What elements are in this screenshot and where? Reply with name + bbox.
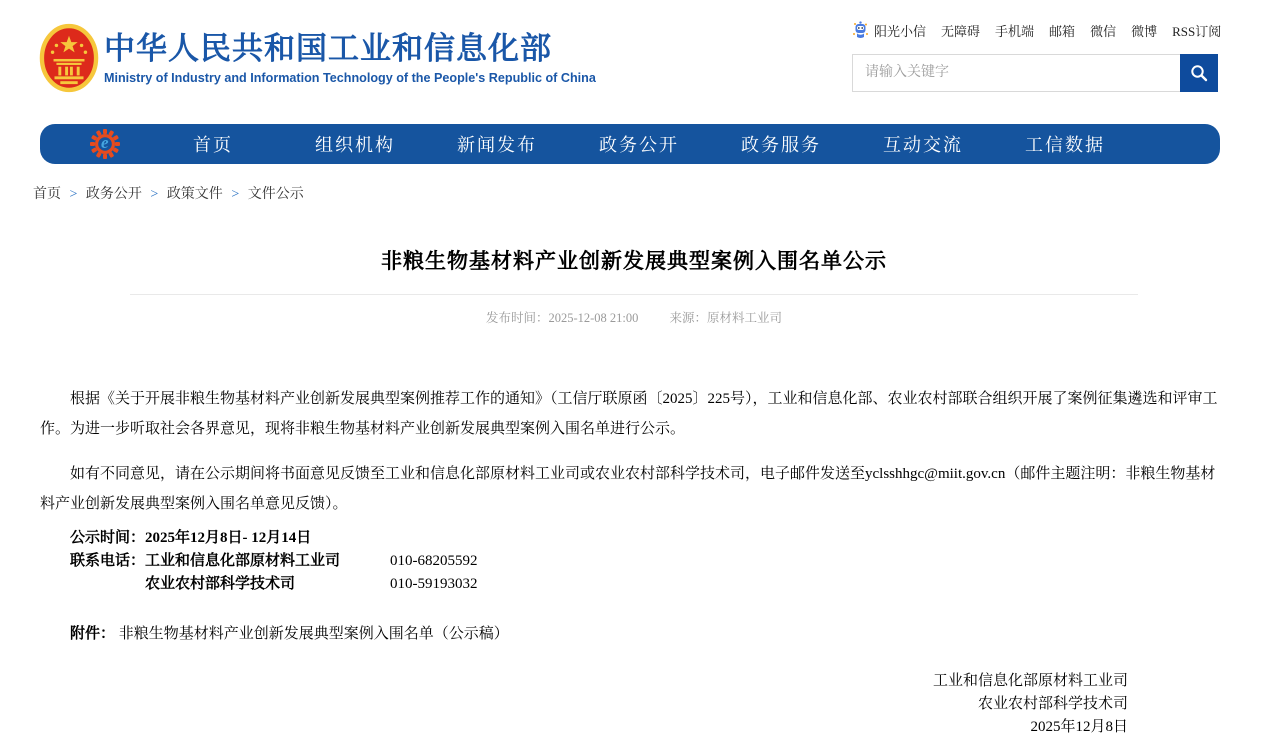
search-icon: [1189, 63, 1209, 83]
contact-row: [40, 573, 1228, 596]
quick-link-label: 阳光小信: [874, 23, 927, 39]
quick-link-accessibility[interactable]: [941, 21, 980, 40]
quick-links: [852, 18, 1222, 42]
signature-line-dept1: 工业和信息化部原材料工业司: [932, 673, 1128, 689]
quick-link-label: 无障碍: [941, 23, 981, 39]
source-value: 原材料工业司: [707, 311, 783, 325]
site-titles: [104, 32, 596, 85]
quick-link-wechat[interactable]: [1090, 21, 1116, 40]
quick-link-mail[interactable]: [1049, 21, 1075, 40]
notice-time-label: 公示时间：: [70, 530, 146, 546]
nav-item-interaction[interactable]: 互动交流: [883, 135, 963, 155]
search-button[interactable]: [1180, 54, 1218, 92]
breadcrumb: [33, 183, 304, 203]
search-input[interactable]: [852, 54, 1180, 92]
breadcrumb-separator: >: [231, 187, 240, 202]
nav-item-gov-disclosure[interactable]: 政务公开: [599, 135, 679, 155]
signature-block: [40, 670, 1228, 739]
contact-row: [40, 550, 1228, 573]
breadcrumb-separator: >: [69, 187, 78, 202]
signature-line-dept2: 农业农村部科学技术司: [977, 696, 1128, 712]
signature-line-date: 2025年12月8日: [1030, 719, 1128, 735]
title-divider: [130, 294, 1138, 295]
source: [670, 311, 783, 325]
quick-link-rss[interactable]: [1172, 21, 1221, 40]
article-meta: [40, 308, 1228, 326]
site-title: 中华人民共和国工业和信息化部: [104, 31, 552, 66]
site-subtitle: Ministry of Industry and Information Technology of the People's Republic of China: [104, 71, 596, 86]
notice-time-row: [40, 527, 1228, 550]
article-title: 非粮生物基材料产业创新发展典型案例入围名单公示: [381, 249, 887, 273]
contact-dept: 农业农村部科学技术司: [145, 576, 296, 592]
quick-link-weibo[interactable]: [1131, 21, 1157, 40]
quick-link-yangguang-xiaoxin[interactable]: [852, 21, 926, 40]
quick-link-label: 微博: [1131, 23, 1158, 39]
xiaoxin-robot-icon: [852, 21, 869, 40]
nav-item-home[interactable]: 首页: [193, 135, 233, 155]
attachment-link[interactable]: 非粮生物基材料产业创新发展典型案例入围名单（公示稿）: [118, 626, 509, 642]
quick-link-label: RSS订阅: [1172, 23, 1222, 39]
quick-link-label: 手机端: [995, 23, 1035, 39]
article: [40, 245, 1228, 739]
contact-phone: 010-59193032: [390, 576, 478, 592]
attachment-label: 附件：: [70, 626, 116, 642]
nav-item-news[interactable]: 新闻发布: [457, 135, 537, 155]
site-header: [0, 0, 1268, 120]
quick-link-label: 邮箱: [1049, 23, 1076, 39]
contact-phone: 010-68205592: [390, 553, 478, 569]
header-right: [852, 18, 1222, 92]
nav-item-data[interactable]: 工信数据: [1025, 135, 1105, 155]
quick-link-label: 微信: [1090, 23, 1117, 39]
national-emblem-icon: [40, 24, 98, 92]
breadcrumb-item-doc-notice[interactable]: 文件公示: [247, 187, 304, 202]
nav-item-organization[interactable]: 组织机构: [315, 135, 395, 155]
notice-time-value: 2025年12月8日- 12月14日: [145, 530, 312, 546]
breadcrumb-separator: >: [150, 187, 159, 202]
breadcrumb-item-gov-disclosure[interactable]: 政务公开: [85, 187, 142, 202]
breadcrumb-item-home[interactable]: 首页: [33, 187, 61, 202]
publish-time-label: 发布时间：: [485, 311, 549, 325]
miit-gear-logo-icon[interactable]: [88, 127, 122, 161]
paragraph: 如有不同意见，请在公示期间将书面意见反馈至工业和信息化部原材料工业司或农业农村部科学技术司，电子邮件发送至yclsshhgc@miit.gov.cn（邮件主题注明：非粮生物基材料产业创新发展典型案例入围名单意见反馈）。: [40, 466, 1216, 512]
attachment-row: [40, 622, 1228, 643]
main-nav: [40, 124, 1220, 164]
contact-label: 联系电话：: [70, 553, 146, 569]
source-label: 来源：: [669, 311, 708, 325]
publish-time: [486, 311, 638, 325]
breadcrumb-item-policy-docs[interactable]: 政策文件: [166, 187, 223, 202]
publish-time-value: 2025-12-08 21:00: [548, 311, 639, 325]
article-body: [40, 384, 1228, 519]
quick-link-mobile[interactable]: [995, 21, 1034, 40]
paragraph: 根据《关于开展非粮生物基材料产业创新发展典型案例推荐工作的通知》（工信厅联原函〔2025〕225号），工业和信息化部、农业农村部联合组织开展了案例征集遴选和评审工作。为进一步听取社会各界意见，现将非粮生物基材料产业创新发展典型案例入围名单进行公示。: [40, 391, 1218, 437]
search-bar: [852, 54, 1218, 92]
nav-item-gov-services[interactable]: 政务服务: [741, 135, 821, 155]
contact-dept: 工业和信息化部原材料工业司: [145, 553, 341, 569]
gear-e-letter: e: [101, 132, 109, 152]
detail-block: [40, 527, 1228, 596]
